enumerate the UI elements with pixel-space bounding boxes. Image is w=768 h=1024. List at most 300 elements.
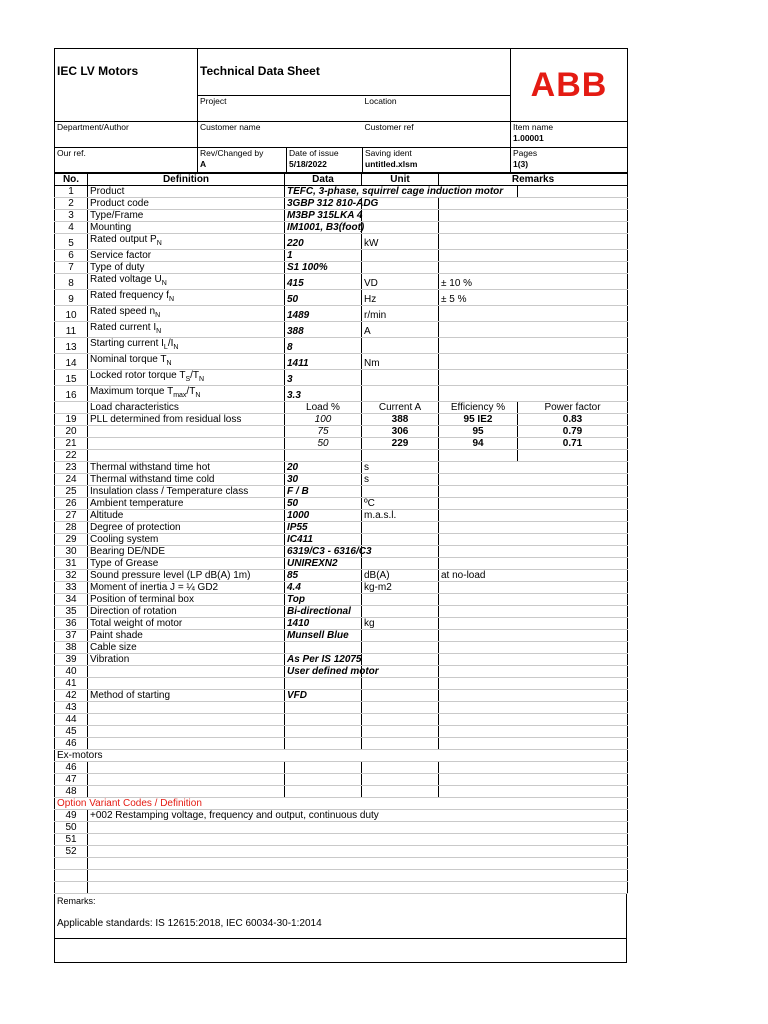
row-number	[55, 402, 88, 414]
table-row	[55, 306, 628, 322]
row-definition	[88, 642, 285, 654]
row-data: 50	[285, 290, 362, 306]
row-definition	[88, 522, 285, 534]
row-unit: s	[362, 462, 439, 474]
row-data: 388	[285, 322, 362, 338]
row-data: 415	[285, 274, 362, 290]
definition-subscript: N	[161, 280, 167, 287]
item-name-value: 1.00001	[513, 133, 544, 143]
row-remarks	[439, 618, 628, 630]
row-number: 35	[55, 606, 88, 618]
table-row	[55, 558, 628, 570]
row-definition	[88, 462, 285, 474]
row-definition	[88, 370, 285, 386]
row-unit	[362, 630, 439, 642]
row-data: 3	[285, 370, 362, 386]
row-remarks	[439, 462, 628, 474]
definition-text: Type/Frame	[90, 210, 144, 221]
row-unit	[362, 786, 439, 798]
definition-text: Degree of protection	[90, 522, 181, 533]
row-data	[285, 762, 362, 774]
row-unit	[362, 534, 439, 546]
row-unit	[362, 338, 439, 354]
definition-subscript: max	[173, 392, 187, 399]
table-row	[55, 290, 628, 306]
row-number: 9	[55, 290, 88, 306]
row-number: 13	[55, 338, 88, 354]
row-data: UNIREXN2	[285, 558, 362, 570]
row-number: 6	[55, 250, 88, 262]
row-definition	[88, 594, 285, 606]
definition-text-2: /I	[167, 338, 174, 349]
row-unit: r/min	[362, 306, 439, 322]
row-blank	[88, 858, 628, 870]
row-remarks	[439, 210, 628, 222]
row-remarks	[439, 354, 628, 370]
load-percent	[285, 450, 362, 462]
row-data: 1489	[285, 306, 362, 322]
row-definition	[88, 570, 285, 582]
load-col-header: Load %	[285, 402, 362, 414]
row-unit	[362, 738, 439, 750]
row-remarks: ± 5 %	[439, 290, 628, 306]
load-percent: 100	[285, 414, 362, 426]
row-number: 19	[55, 414, 88, 426]
date-of-issue-value: 5/18/2022	[289, 159, 327, 169]
row-unit: Nm	[362, 354, 439, 370]
load-power-factor: 0.83	[518, 414, 628, 426]
row-unit: Hz	[362, 290, 439, 306]
load-power-factor: 0.79	[518, 426, 628, 438]
definition-text: Service factor	[90, 250, 152, 261]
load-efficiency: 95 IE2	[439, 414, 518, 426]
row-remarks	[439, 474, 628, 486]
row-data	[285, 714, 362, 726]
row-definition: PLL determined from residual loss	[88, 414, 285, 426]
load-current: 306	[362, 426, 439, 438]
row-remarks	[439, 774, 628, 786]
row-number: 38	[55, 642, 88, 654]
row-unit	[362, 558, 439, 570]
technical-data-table	[54, 173, 628, 894]
row-definition	[88, 338, 285, 354]
row-unit: kg-m2	[362, 582, 439, 594]
row-definition	[88, 198, 285, 210]
row-remarks	[439, 666, 628, 678]
row-data: User defined motor	[285, 666, 362, 678]
ex-motors-row	[55, 774, 628, 786]
row-unit	[362, 222, 439, 234]
table-row	[55, 738, 628, 750]
option-text	[88, 834, 628, 846]
table-row	[55, 462, 628, 474]
row-number: 22	[55, 450, 88, 462]
row-data: S1 100%	[285, 262, 362, 274]
row-definition	[88, 786, 285, 798]
table-row	[55, 666, 628, 678]
row-data	[285, 702, 362, 714]
blank-row	[55, 882, 628, 894]
row-data: 1410	[285, 618, 362, 630]
row-remarks	[439, 370, 628, 386]
table-row	[55, 714, 628, 726]
ex-motors-row	[55, 786, 628, 798]
load-row	[55, 414, 628, 426]
row-definition	[88, 262, 285, 274]
row-unit	[362, 654, 439, 666]
table-row	[55, 510, 628, 522]
row-unit	[362, 726, 439, 738]
row-number: 1	[55, 186, 88, 198]
table-row	[55, 274, 628, 290]
row-definition	[88, 726, 285, 738]
row-number: 50	[55, 822, 88, 834]
row-definition	[88, 354, 285, 370]
row-data: IP55	[285, 522, 362, 534]
definition-text: Sound pressure level (LP dB(A) 1m)	[90, 570, 251, 581]
our-ref-label: Our ref.	[57, 148, 86, 158]
column-header-row	[55, 174, 628, 186]
row-data: 1411	[285, 354, 362, 370]
row-remarks	[439, 582, 628, 594]
load-current: 229	[362, 438, 439, 450]
row-definition	[88, 678, 285, 690]
row-number: 8	[55, 274, 88, 290]
row-number: 28	[55, 522, 88, 534]
doc-title: Technical Data Sheet	[200, 64, 320, 78]
definition-text-2: /T	[186, 386, 196, 397]
row-remarks	[439, 198, 628, 210]
rev-value: A	[200, 159, 207, 169]
row-definition	[88, 738, 285, 750]
row-definition	[88, 322, 285, 338]
table-row	[55, 702, 628, 714]
row-unit	[362, 606, 439, 618]
row-unit	[362, 386, 439, 402]
definition-text: Vibration	[90, 654, 130, 665]
definition-text: Cooling system	[90, 534, 159, 545]
row-remarks	[439, 510, 628, 522]
table-row	[55, 618, 628, 630]
load-current: 388	[362, 414, 439, 426]
row-number: 2	[55, 198, 88, 210]
row-number: 27	[55, 510, 88, 522]
table-row	[55, 222, 628, 234]
row-number: 30	[55, 546, 88, 558]
definition-text-2: /T	[190, 370, 199, 381]
table-row	[55, 386, 628, 402]
row-data: Munsell Blue	[285, 630, 362, 642]
row-definition	[88, 186, 285, 198]
row-data: Top	[285, 594, 362, 606]
row-definition	[88, 250, 285, 262]
row-definition	[88, 618, 285, 630]
row-data	[285, 726, 362, 738]
row-definition	[88, 690, 285, 702]
table-row	[55, 630, 628, 642]
table-row	[55, 210, 628, 222]
row-definition	[88, 534, 285, 546]
saving-ident-value: untitled.xlsm	[365, 159, 418, 169]
blank-row	[55, 858, 628, 870]
row-remarks	[439, 630, 628, 642]
row-data: 30	[285, 474, 362, 486]
row-number: 5	[55, 234, 88, 250]
option-text: +002 Restamping voltage, frequency and output, continuous duty	[88, 810, 628, 822]
definition-text: Bearing DE/NDE	[90, 546, 166, 557]
definition-subscript: N	[156, 240, 162, 247]
row-definition	[88, 582, 285, 594]
row-definition	[88, 234, 285, 250]
ex-motors-row	[55, 762, 628, 774]
row-definition	[88, 654, 285, 666]
row-number: 23	[55, 462, 88, 474]
table-row	[55, 370, 628, 386]
row-number: 26	[55, 498, 88, 510]
row-number: 46	[55, 738, 88, 750]
applicable-standards: Applicable standards: IS 12615:2018, IEC 60034-30-1:2014	[57, 918, 322, 929]
row-data: 3GBP 312 810-ADG	[285, 198, 362, 210]
item-name-label: Item name	[513, 122, 554, 132]
row-number: 15	[55, 370, 88, 386]
row-number: 45	[55, 726, 88, 738]
row-data: IM1001, B3(foot)	[285, 222, 362, 234]
pages-value: 1(3)	[513, 159, 529, 169]
row-unit: kW	[362, 234, 439, 250]
definition-text: Ambient temperature	[90, 498, 184, 509]
definition-text: Altitude	[90, 510, 124, 521]
load-characteristics-header	[55, 402, 628, 414]
row-unit	[362, 690, 439, 702]
definition-text: Rated frequency f	[90, 290, 169, 301]
row-unit	[362, 262, 439, 274]
row-number: 48	[55, 786, 88, 798]
definition-text: Mounting	[90, 222, 132, 233]
definition-subscript: N	[168, 296, 174, 303]
row-definition	[88, 306, 285, 322]
row-remarks	[439, 678, 628, 690]
row-remarks	[439, 714, 628, 726]
row-number	[55, 858, 88, 870]
row-remarks	[439, 498, 628, 510]
row-data	[285, 738, 362, 750]
table-row	[55, 582, 628, 594]
row-data: 8	[285, 338, 362, 354]
definition-subscript-2: N	[173, 344, 179, 351]
row-remarks	[439, 558, 628, 570]
definition-text: Method of starting	[90, 690, 171, 701]
definition-text: Insulation class / Temperature class	[90, 486, 249, 497]
row-data	[285, 678, 362, 690]
date-of-issue-label: Date of issue	[289, 148, 339, 158]
row-remarks	[439, 726, 628, 738]
table-row	[55, 690, 628, 702]
row-data: Bi-directional	[285, 606, 362, 618]
table-row	[55, 534, 628, 546]
row-unit: dB(A)	[362, 570, 439, 582]
row-number: 43	[55, 702, 88, 714]
row-number	[55, 870, 88, 882]
saving-ident-label: Saving ident	[365, 148, 412, 158]
col-header-data: Data	[285, 174, 362, 186]
row-number: 25	[55, 486, 88, 498]
row-remarks	[439, 250, 628, 262]
definition-text: Starting current I	[90, 338, 164, 349]
table-row	[55, 262, 628, 274]
row-number: 36	[55, 618, 88, 630]
row-unit	[362, 774, 439, 786]
row-remarks	[439, 690, 628, 702]
table-row	[55, 642, 628, 654]
definition-subscript: L	[163, 344, 168, 351]
row-definition	[88, 486, 285, 498]
row-definition	[88, 546, 285, 558]
sheet-header	[54, 48, 628, 173]
row-unit	[362, 678, 439, 690]
definition-text: Total weight of motor	[90, 618, 183, 629]
option-text	[88, 846, 628, 858]
row-number: 21	[55, 438, 88, 450]
definition-text: Thermal withstand time hot	[90, 462, 211, 473]
row-definition	[88, 210, 285, 222]
row-unit: m.a.s.l.	[362, 510, 439, 522]
row-remarks	[439, 222, 628, 234]
col-header-unit: Unit	[362, 174, 439, 186]
row-number: 42	[55, 690, 88, 702]
row-remarks	[439, 642, 628, 654]
load-efficiency: 94	[439, 438, 518, 450]
col-header-remarks: Remarks	[439, 174, 628, 186]
table-row	[55, 546, 628, 558]
row-number: 40	[55, 666, 88, 678]
col-header-no: No.	[55, 174, 88, 186]
load-row	[55, 450, 628, 462]
definition-subscript: S	[185, 376, 191, 383]
row-unit	[362, 522, 439, 534]
customer-name-label: Customer name	[200, 122, 261, 132]
remarks-box	[54, 894, 627, 963]
row-data	[285, 774, 362, 786]
option-row	[55, 810, 628, 822]
row-remarks	[439, 594, 628, 606]
row-definition	[88, 222, 285, 234]
row-remarks	[439, 606, 628, 618]
table-row	[55, 338, 628, 354]
row-remarks	[439, 534, 628, 546]
option-row	[55, 834, 628, 846]
row-unit	[362, 486, 439, 498]
motor-title: IEC LV Motors	[57, 64, 139, 79]
row-number: 44	[55, 714, 88, 726]
table-row	[55, 570, 628, 582]
definition-text: Product	[90, 186, 125, 197]
row-remarks	[439, 522, 628, 534]
row-data: IC411	[285, 534, 362, 546]
row-number: 20	[55, 426, 88, 438]
footer-rule	[54, 938, 627, 939]
row-unit	[362, 370, 439, 386]
option-label: Option	[57, 798, 87, 809]
row-unit	[362, 762, 439, 774]
row-definition	[88, 714, 285, 726]
row-number: 47	[55, 774, 88, 786]
load-col-header: Power factor	[518, 402, 628, 414]
definition-subscript: N	[166, 360, 172, 367]
row-definition	[88, 666, 285, 678]
ex-motors-label: Ex-motors	[55, 750, 628, 762]
data-sheet	[54, 48, 627, 963]
definition-text: Product code	[90, 198, 149, 209]
row-data: 6319/C3 - 6316/C3	[285, 546, 362, 558]
definition-text: Nominal torque T	[90, 354, 167, 365]
table-row	[55, 606, 628, 618]
row-number: 39	[55, 654, 88, 666]
table-row	[55, 354, 628, 370]
load-power-factor	[518, 450, 628, 462]
row-number: 10	[55, 306, 88, 322]
project-label: Project	[200, 96, 227, 106]
pages-label: Pages	[513, 148, 538, 158]
row-number: 3	[55, 210, 88, 222]
row-blank	[88, 870, 628, 882]
option-row	[55, 846, 628, 858]
definition-subscript: N	[155, 312, 161, 319]
options-header-cell	[55, 798, 628, 810]
table-row	[55, 186, 628, 198]
table-row	[55, 474, 628, 486]
load-row	[55, 438, 628, 450]
row-number: 14	[55, 354, 88, 370]
row-number: 24	[55, 474, 88, 486]
table-row	[55, 654, 628, 666]
row-number: 31	[55, 558, 88, 570]
row-number: 16	[55, 386, 88, 402]
definition-text: Rated output P	[90, 234, 157, 245]
row-data	[285, 642, 362, 654]
row-remarks	[439, 786, 628, 798]
rev-label: Rev/Changed by	[200, 148, 264, 158]
load-current	[362, 450, 439, 462]
load-power-factor: 0.71	[518, 438, 628, 450]
blank-row	[55, 870, 628, 882]
row-number: 4	[55, 222, 88, 234]
table-row	[55, 250, 628, 262]
row-definition	[88, 474, 285, 486]
load-efficiency: 95	[439, 426, 518, 438]
location-label: Location	[364, 96, 397, 106]
abb-logo: ABB	[530, 66, 608, 104]
definition-subscript-2: N	[199, 376, 205, 383]
row-remarks	[439, 306, 628, 322]
row-definition	[88, 450, 285, 462]
row-number: 11	[55, 322, 88, 338]
row-data: F / B	[285, 486, 362, 498]
row-data: 85	[285, 570, 362, 582]
row-unit	[362, 642, 439, 654]
row-remarks-end	[518, 186, 628, 198]
table-row	[55, 678, 628, 690]
option-row	[55, 822, 628, 834]
row-remarks: at no-load	[439, 570, 628, 582]
definition-text: Cable size	[90, 642, 137, 653]
row-definition	[88, 274, 285, 290]
load-percent: 50	[285, 438, 362, 450]
table-row	[55, 594, 628, 606]
row-definition	[88, 426, 285, 438]
row-definition	[88, 630, 285, 642]
row-data: 1	[285, 250, 362, 262]
table-row	[55, 322, 628, 338]
